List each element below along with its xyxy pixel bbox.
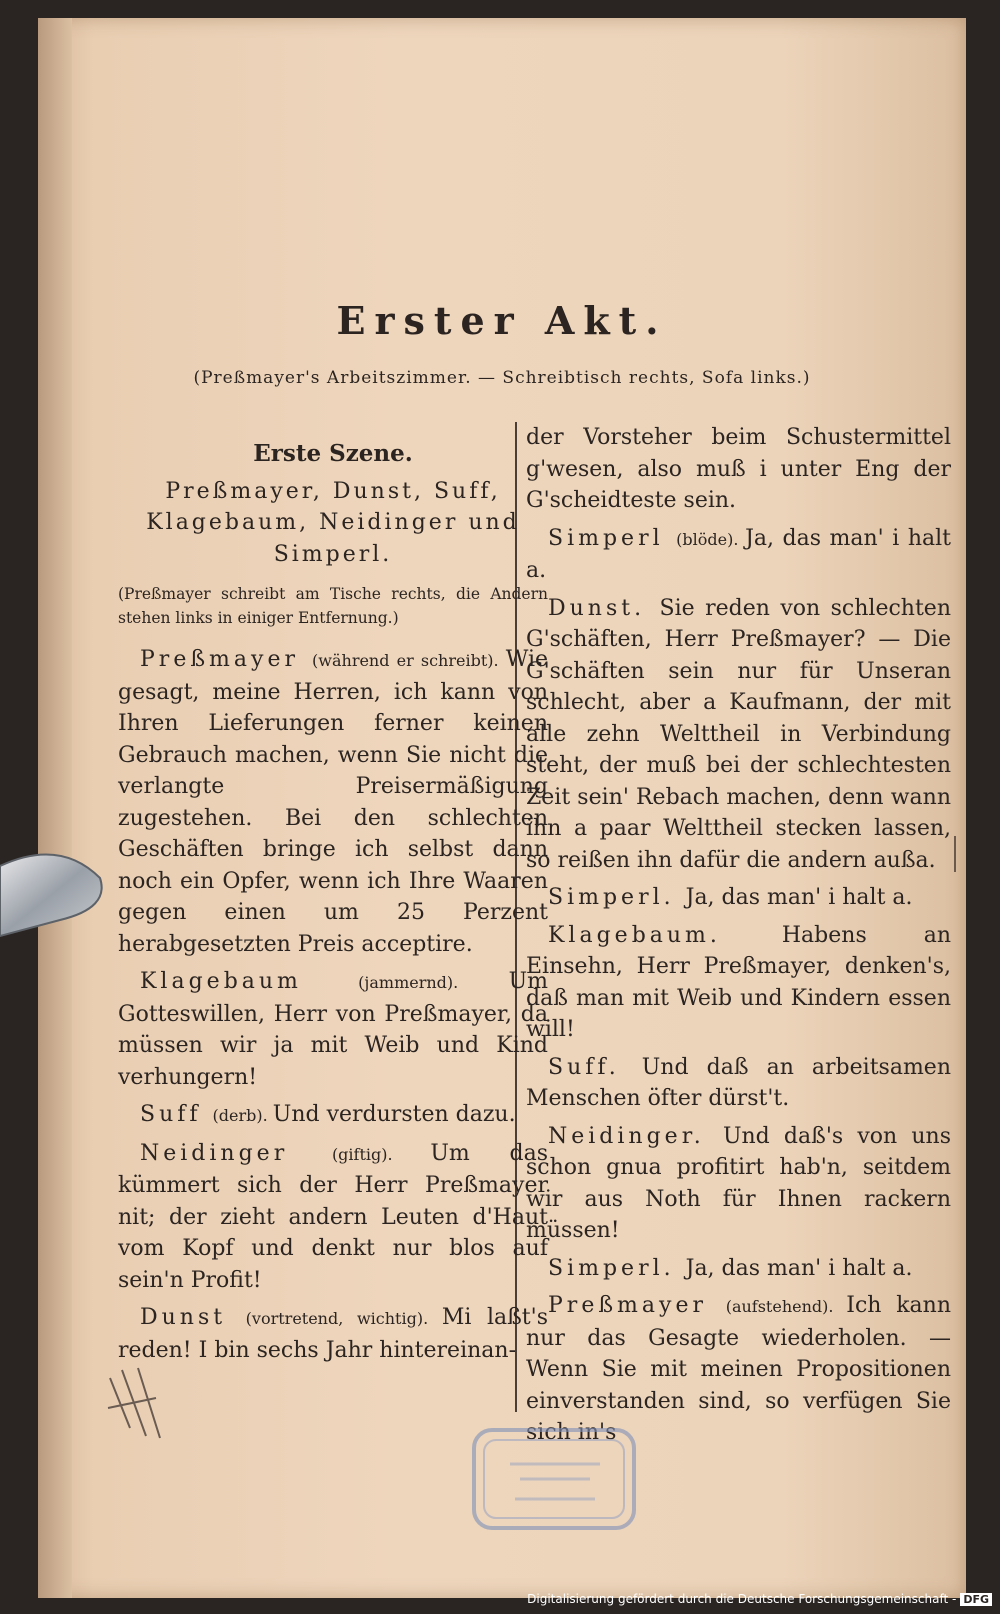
speaker-name: Neidinger. <box>548 1123 723 1149</box>
speaker-name: Preßmayer <box>140 647 313 672</box>
speaker-name: Suff <box>140 1102 213 1127</box>
speech-text: Und daß's von uns schon gnua profitirt hab'n, seitdem wir aus Noth für Ihnen rackern müssen! <box>526 1123 951 1243</box>
stage-direction-inline: (giftig). <box>331 1144 431 1164</box>
right-column <box>526 422 951 1455</box>
speech-text: Ich kann nur das Gesagte wiederholen. — Wenn Sie mit meinen Propositionen einverstanden sind, so verfügen Sie sich in's <box>526 1293 951 1445</box>
speech <box>526 422 951 517</box>
speech-text: der Vorsteher beim Schustermittel g'wesen, also muß i unter Eng der G'scheidteste sein. <box>526 425 951 513</box>
speech <box>118 1099 548 1132</box>
dfg-logo: DFG <box>960 1593 992 1606</box>
speech <box>526 523 951 587</box>
speaker-name: Simperl. <box>548 885 686 910</box>
speech <box>526 1052 951 1115</box>
scene-heading: Erste Szene. <box>253 440 413 467</box>
speech <box>526 882 951 914</box>
margin-mark <box>954 836 956 872</box>
speech <box>118 1138 548 1297</box>
speech-text: Wie gesagt, meine Herren, ich kann von Ihren Lieferungen ferner keinen Gebrauch machen, wenn Sie nicht die verlangte Preisermäßigung zugestehen. Bei den schlechten Geschäften bringe ich selbst dann noch ein Opfer, wenn ich Ihre Waaren gegen einen um 25 Perzent herabgesetzten Preis acceptire. <box>118 647 548 957</box>
stage-direction-inline: (blöde). <box>676 529 746 549</box>
book-page <box>38 18 966 1598</box>
cast-list: Preßmayer, Dunst, Suff, Klagebaum, Neidinger und Simperl. <box>146 478 520 567</box>
speaker-name: Suff. <box>548 1054 642 1080</box>
speech-text: Habens an Einsehn, Herr Preßmayer, denken's, daß man mit Weib und Kindern essen will! <box>526 922 951 1042</box>
speech <box>526 593 951 877</box>
speech <box>118 1302 548 1366</box>
stage-direction: (Preßmayer schreibt am Tische rechts, die Andern stehen links in einiger Entfernung.) <box>118 585 548 627</box>
left-speeches <box>118 644 548 1366</box>
library-stamp <box>470 1424 638 1534</box>
act-title: Erster Akt. <box>336 298 668 343</box>
speech-text: Mi laßt's reden! I bin sechs Jahr hintereinan- <box>118 1305 548 1363</box>
speech <box>526 920 951 1046</box>
stage-direction-inline: (derb). <box>212 1106 273 1125</box>
speech <box>526 1253 951 1285</box>
left-column <box>118 422 548 1372</box>
speaker-name: Dunst. <box>548 595 660 621</box>
speech-text: Und daß an arbeitsamen Menschen öfter dürst't. <box>526 1054 951 1111</box>
speech-text: Um das kümmert sich der Herr Preßmayer nit; der zieht andern Leuten d'Haut vom Kopf und denkt nur blos auf sein'n Profit! <box>118 1140 548 1293</box>
speaker-name: Simperl <box>548 525 677 551</box>
speech <box>526 1121 951 1247</box>
right-speeches <box>526 422 951 1449</box>
metal-clip <box>0 838 110 938</box>
speaker-name: Preßmayer <box>548 1293 726 1318</box>
page-gutter <box>38 18 72 1598</box>
speech <box>118 966 548 1093</box>
speaker-name: Simperl. <box>548 1255 686 1281</box>
digitization-footer <box>527 1592 992 1606</box>
stage-direction-inline: (jammernd). <box>358 973 509 992</box>
speech-text: Ja, das man' i halt a. <box>685 1255 913 1281</box>
stage-direction-inline: (aufstehend). <box>725 1297 847 1316</box>
setting-description: (Preßmayer's Arbeitszimmer. — Schreibtisch rechts, Sofa links.) <box>193 368 811 388</box>
speaker-name: Klagebaum <box>140 969 359 994</box>
speech-text: Und verdursten dazu. <box>272 1102 516 1127</box>
speech-text: Um Gotteswillen, Herr von Preßmayer, da müssen wir ja mit Weib und Kind verhungern! <box>118 969 548 1090</box>
speech <box>118 644 548 960</box>
speaker-name: Dunst <box>140 1305 246 1330</box>
speech-text: Sie reden von schlechten G'schäften, Herr Preßmayer? — Die G'schäften sein nur für Unseran schlecht, aber a Kaufmann, der mit alle zehn Welttheil in Verbindung steht, der muß bei der schlechtesten Zeit sein' Rebach machen, denn wann ihn a paar Welttheil stecken lassen, so reißen ihn dafür die andern außa. <box>526 595 951 873</box>
speech-text: Ja, das man' i halt a. <box>526 525 951 583</box>
speaker-name: Neidinger <box>140 1140 332 1166</box>
handwritten-marks <box>100 1358 170 1448</box>
stage-direction-inline: (während er schreibt). <box>312 651 506 670</box>
stage-direction-inline: (vortretend, wichtig). <box>245 1309 442 1328</box>
speech-text: Ja, das man' i halt a. <box>685 885 913 910</box>
footer-text: Digitalisierung gefördert durch die Deutsche Forschungsgemeinschaft - <box>527 1592 957 1606</box>
speaker-name: Klagebaum. <box>548 922 782 948</box>
